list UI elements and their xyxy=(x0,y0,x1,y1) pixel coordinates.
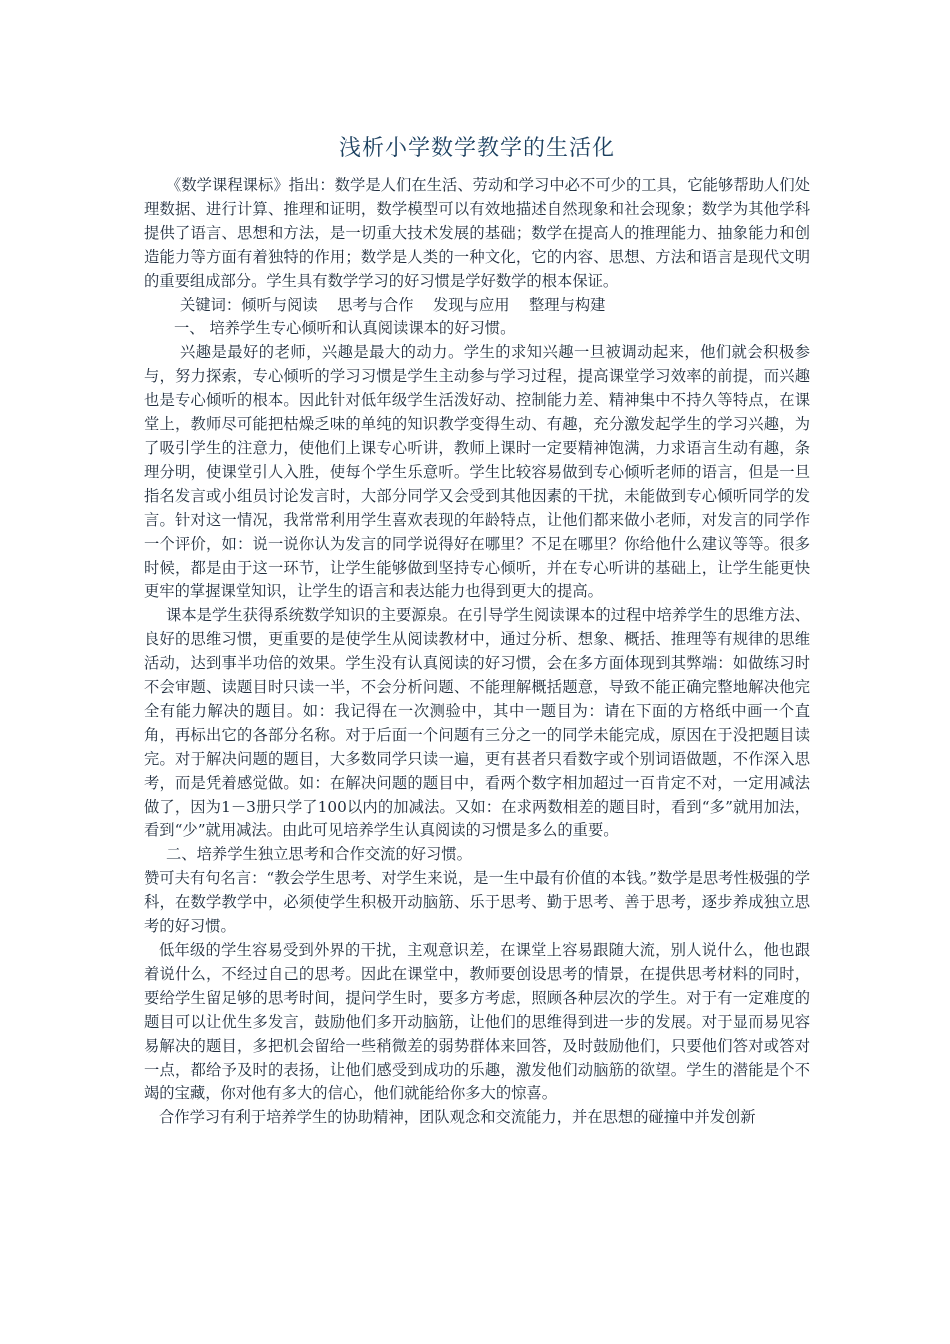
section-1-paragraph-1: 兴趣是最好的老师，兴趣是最大的动力。学生的求知兴趣一旦被调动起来，他们就会积极参与，努力探索，专心倾听的学习习惯是学生主动参与学习过程，提高课堂学习效率的前提，而兴趣也是专心倾听的根本。因此针对低年级学生活泼好动、控制能力差、精神集中不持久等特点，在课堂上，教师尽可能把枯燥乏味的单纯的知识教学变得生动、有趣，充分激发起学生的学习兴趣，为了吸引学生的注意力，使他们上课专心听讲，教师上课时一定要精神饱满，力求语言生动有趣，条理分明，使课堂引人入胜，使每个学生乐意听。学生比较容易做到专心倾听老师的语言，但是一旦指名发言或小组员讨论发言时，大部分同学又会受到其他因素的干扰，未能做到专心倾听同学的发言。针对这一情况，我常常利用学生喜欢表现的年龄特点，让他们都来做小老师，对发言的同学作一个评价，如：说一说你认为发言的同学说得好在哪里？不足在哪里？你给他什么建议等等。很多时候，都是由于这一环节，让学生能够做到坚持专心倾听，并在专心听讲的基础上，让学生能更快更牢的掌握课堂知识，让学生的语言和表达能力也得到更大的提高。 xyxy=(144,343,810,601)
section-2-heading: 二、培养学生独立思考和合作交流的好习惯。 xyxy=(166,845,472,864)
document-title: 浅析小学数学教学的生活化 xyxy=(338,136,615,161)
document-body xyxy=(144,174,810,1130)
keywords-line: 关键词：倾听与阅读 思考与合作 发现与应用 整理与构建 xyxy=(180,295,606,314)
intro-paragraph: 《数学课程课标》指出：数学是人们在生活、劳动和学习中必不可少的工具，它能够帮助人们处理数据、进行计算、推理和证明，数学模型可以有效地描述自然现象和社会现象；数学为其他学科提供了语言、思想和方法，是一切重大技术发展的基础；数学在提高人的推理能力、抽象能力和创造能力等方面有着独特的作用；数学是人类的一种文化，它的内容、思想、方法和语言是现代文明的重要组成部分。学生具有数学学习的好习惯是学好数学的根本保证。 xyxy=(144,176,810,290)
section-1-paragraph-2: 课本是学生获得系统数学知识的主要源泉。在引导学生阅读课本的过程中培养学生的思维方法、良好的思维习惯，更重要的是使学生从阅读教材中，通过分析、想象、概括、推理等有规律的思维活动，达到事半功倍的效果。学生没有认真阅读的好习惯，会在多方面体现到其弊端：如做练习时不会审题、读题目时只读一半，不会分析问题、不能理解概括题意，导致不能正确完整地解决他完全有能力解决的题目。如：我记得在一次测验中，其中一题目为：请在下面的方格纸中画一个直角，再标出它的各部分名称。对于后面一个问题有三分之一的同学未能完成，原因在于没把题目读完。对于解决问题的题目，大多数同学只读一遍，更有甚者只看数字或个别词语做题，不作深入思考，而是凭着感觉做。如：在解决问题的题目中，看两个数字相加超过一百肯定不对，一定用减法做了，因为1－3册只学了100以内的加减法。又如：在求两数相差的题目时，看到“多”就用加法，看到“少”就用减法。由此可见培养学生认真阅读的习惯是多么的重要。 xyxy=(144,606,810,840)
section-2-paragraph-2: 低年级的学生容易受到外界的干扰，主观意识差，在课堂上容易跟随大流，别人说什么，他也跟着说什么，不经过自己的思考。因此在课堂中，教师要创设思考的情景，在提供思考材料的同时，要给学生留足够的思考时间，提问学生时，要多方考虑，照顾各种层次的学生。对于有一定难度的题目可以让优生多发言，鼓励他们多开动脑筋，让他们的思维得到进一步的发展。对于显而易见容易解决的题目，多把机会留给一些稍微差的弱势群体来回答，及时鼓励他们，只要他们答对或答对一点，都给予及时的表扬，让他们感受到成功的乐趣，激发他们动脑筋的欲望。学生的潜能是个不竭的宝藏，你对他有多大的信心，他们就能给你多大的惊喜。 xyxy=(144,941,810,1103)
section-1-heading: 一、 培养学生专心倾听和认真阅读课本的好习惯。 xyxy=(174,319,516,338)
section-2-paragraph-3: 合作学习有利于培养学生的协助精神，团队观念和交流能力，并在思想的碰撞中并发创新 xyxy=(159,1108,756,1127)
section-2-paragraph-1: 赞可夫有句名言：“教会学生思考、对学生来说，是一生中最有价值的本钱。”数学是思考性极强的学科，在数学教学中，必须使学生积极开动脑筋、乐于思考、勤于思考、善于思考，逐步养成独立思考的好习惯。 xyxy=(144,869,810,936)
